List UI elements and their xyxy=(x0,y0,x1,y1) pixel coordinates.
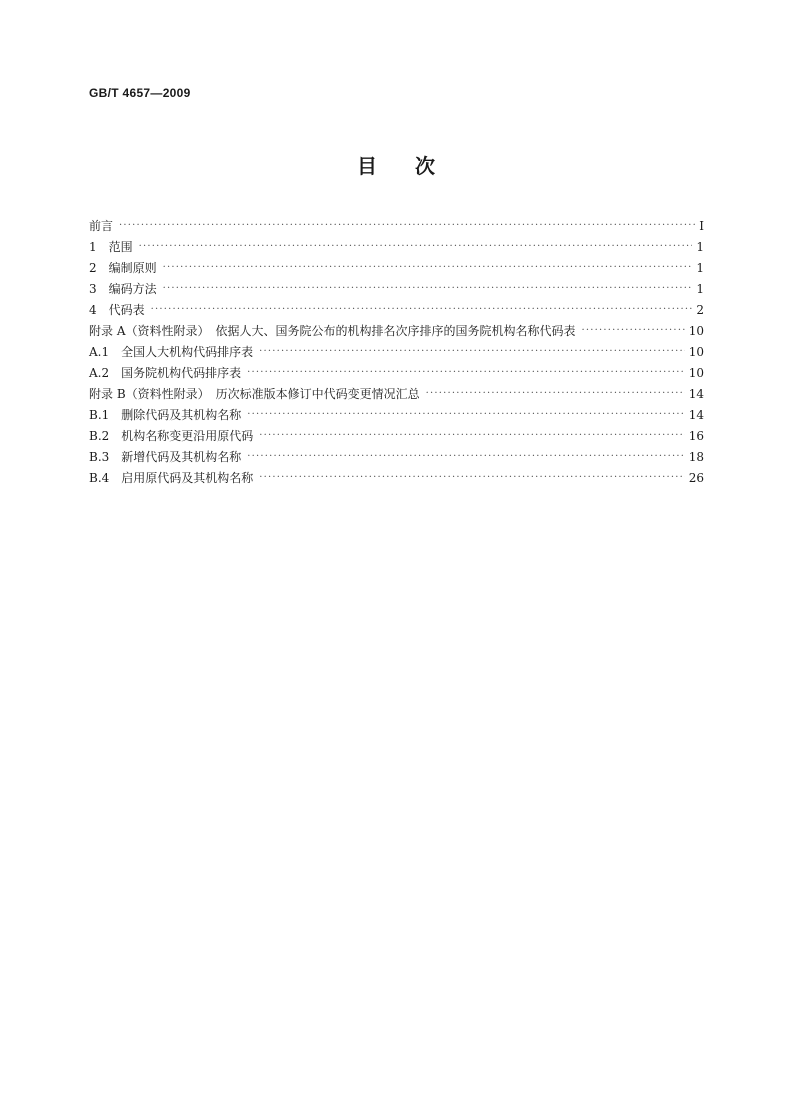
dot-leader xyxy=(259,467,684,488)
dot-leader xyxy=(119,215,695,236)
toc-entry-coding-method[interactable] xyxy=(89,279,704,300)
page-title: 目次 xyxy=(357,154,473,178)
dot-leader xyxy=(581,320,684,341)
document-code: GB/T 4657—2009 xyxy=(89,86,191,100)
toc-entry-b4[interactable] xyxy=(89,468,704,489)
toc-entry-label: B.2 机构名称变更沿用原代码 xyxy=(89,429,254,443)
toc-entry-page: 10 xyxy=(688,366,704,380)
table-of-contents xyxy=(89,216,704,489)
dot-leader xyxy=(247,362,685,383)
toc-entry-page: Ⅰ xyxy=(699,219,704,233)
toc-entry-label: B.4 启用原代码及其机构名称 xyxy=(89,471,254,485)
toc-entry-page: 16 xyxy=(688,429,704,443)
toc-entry-page: 1 xyxy=(696,240,704,254)
toc-entry-page: 26 xyxy=(688,471,704,485)
toc-entry-page: 14 xyxy=(688,387,704,401)
toc-entry-label: A.2 国务院机构代码排序表 xyxy=(89,366,242,380)
toc-entry-page: 2 xyxy=(696,303,704,317)
toc-entry-label: B.3 新增代码及其机构名称 xyxy=(89,450,242,464)
toc-entry-b2[interactable] xyxy=(89,426,704,447)
toc-entry-label: 4 代码表 xyxy=(89,303,145,317)
toc-entry-label: 3 编码方法 xyxy=(89,282,157,296)
toc-entry-label: 附录 A（资料性附录） 依据人大、国务院公布的机构排名次序排序的国务院机构名称代码表 xyxy=(89,324,576,338)
toc-entry-a2[interactable] xyxy=(89,363,704,384)
dot-leader xyxy=(426,383,685,404)
toc-entry-appendix-a[interactable] xyxy=(89,321,704,342)
toc-entry-a1[interactable] xyxy=(89,342,704,363)
toc-entry-page: 1 xyxy=(696,261,704,275)
toc-entry-label: 前言 xyxy=(89,219,114,233)
toc-entry-label: A.1 全国人大机构代码排序表 xyxy=(89,345,254,359)
toc-entry-page: 1 xyxy=(696,282,704,296)
toc-entry-label: 附录 B（资料性附录） 历次标准版本修订中代码变更情况汇总 xyxy=(89,387,420,401)
dot-leader xyxy=(139,236,693,257)
toc-entry-foreword[interactable] xyxy=(89,216,704,237)
toc-entry-label: 2 编制原则 xyxy=(89,261,157,275)
toc-entry-b3[interactable] xyxy=(89,447,704,468)
dot-leader xyxy=(259,425,684,446)
dot-leader xyxy=(247,446,684,467)
dot-leader xyxy=(151,299,693,320)
toc-entry-appendix-b[interactable] xyxy=(89,384,704,405)
toc-entry-principles[interactable] xyxy=(89,258,704,279)
toc-entry-scope[interactable] xyxy=(89,237,704,258)
toc-entry-page: 18 xyxy=(688,450,704,464)
toc-entry-code-table[interactable] xyxy=(89,300,704,321)
toc-entry-b1[interactable] xyxy=(89,405,704,426)
dot-leader xyxy=(163,278,693,299)
toc-entry-page: 14 xyxy=(688,408,704,422)
toc-entry-page: 10 xyxy=(688,345,704,359)
toc-entry-page: 10 xyxy=(688,324,704,338)
dot-leader xyxy=(247,404,684,425)
toc-entry-label: 1 范围 xyxy=(89,240,133,254)
toc-entry-label: B.1 删除代码及其机构名称 xyxy=(89,408,242,422)
dot-leader xyxy=(163,257,693,278)
dot-leader xyxy=(259,341,685,362)
